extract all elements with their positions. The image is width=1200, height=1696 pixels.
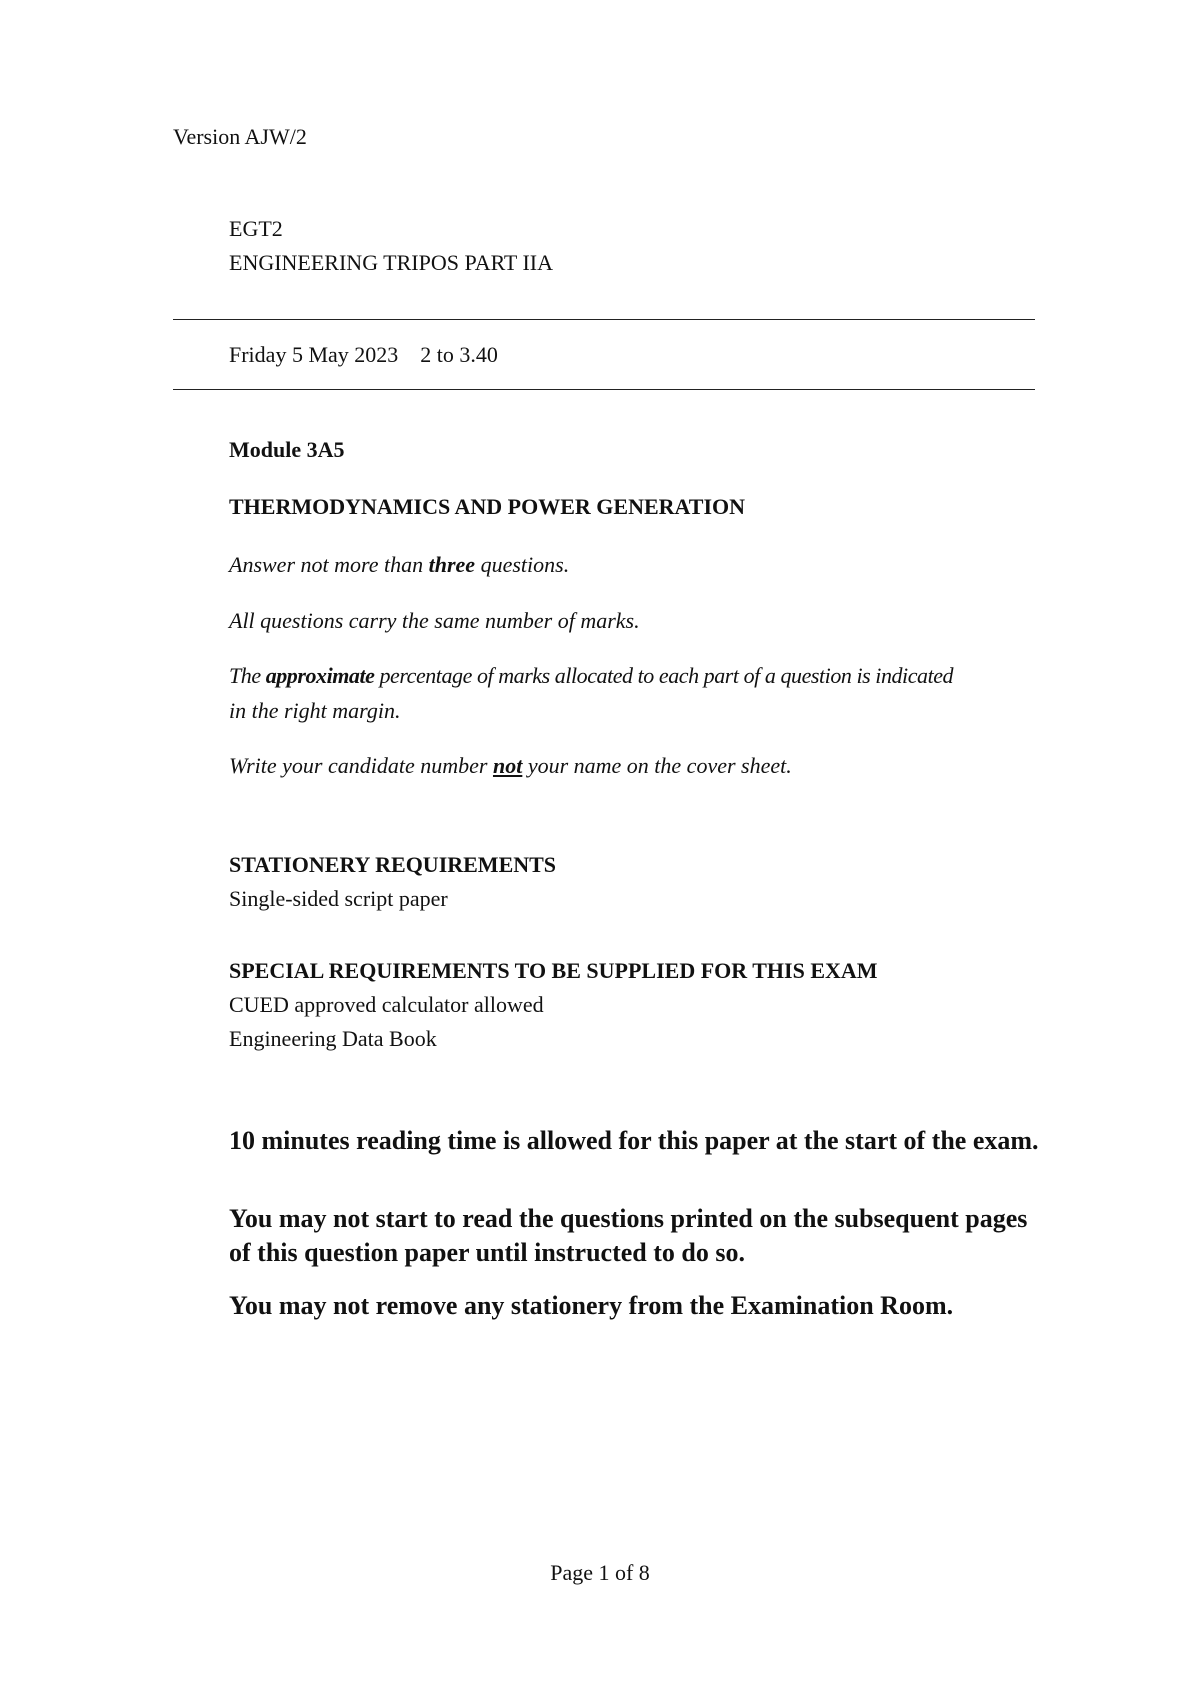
notice-no-start: You may not start to read the questions printed on the subsequent pages of this question paper until instructed to do so.: [229, 1204, 1028, 1267]
special-item-calculator: CUED approved calculator allowed: [229, 992, 544, 1017]
stationery-item: Single-sided script paper: [229, 886, 448, 911]
exam-code: EGT2: [229, 216, 283, 241]
top-divider: [173, 319, 1035, 320]
module-title: Module 3A5: [229, 437, 345, 462]
stationery-heading: STATIONERY REQUIREMENTS: [229, 852, 557, 877]
subject-title: THERMODYNAMICS AND POWER GENERATION: [229, 494, 746, 519]
instruction-percentage-cont: in the right margin.: [229, 698, 401, 723]
page-number: Page 1 of 8: [550, 1560, 650, 1585]
notice-no-remove: You may not remove any stationery from the Examination Room.: [229, 1291, 954, 1320]
exam-time: 2 to 3.40: [420, 342, 498, 367]
special-requirements-heading: SPECIAL REQUIREMENTS TO BE SUPPLIED FOR THIS EXAM: [229, 958, 878, 983]
instruction-marks: All questions carry the same number of marks.: [229, 608, 640, 633]
instruction-answer-count: Answer not more than three questions.: [229, 552, 570, 577]
exam-datetime: [229, 342, 498, 368]
bottom-divider: [173, 389, 1035, 390]
instruction-candidate-number: Write your candidate number not your name on the cover sheet.: [229, 753, 792, 778]
notice-reading-time: 10 minutes reading time is allowed for this paper at the start of the exam.: [229, 1126, 1039, 1155]
version-label: Version AJW/2: [173, 124, 307, 149]
special-item-data-book: Engineering Data Book: [229, 1026, 437, 1051]
tripos-title: ENGINEERING TRIPOS PART IIA: [229, 250, 554, 275]
exam-date: Friday 5 May 2023: [229, 342, 399, 367]
instruction-percentage: The approximate percentage of marks allocated to each part of a question is indicated: [229, 663, 954, 688]
